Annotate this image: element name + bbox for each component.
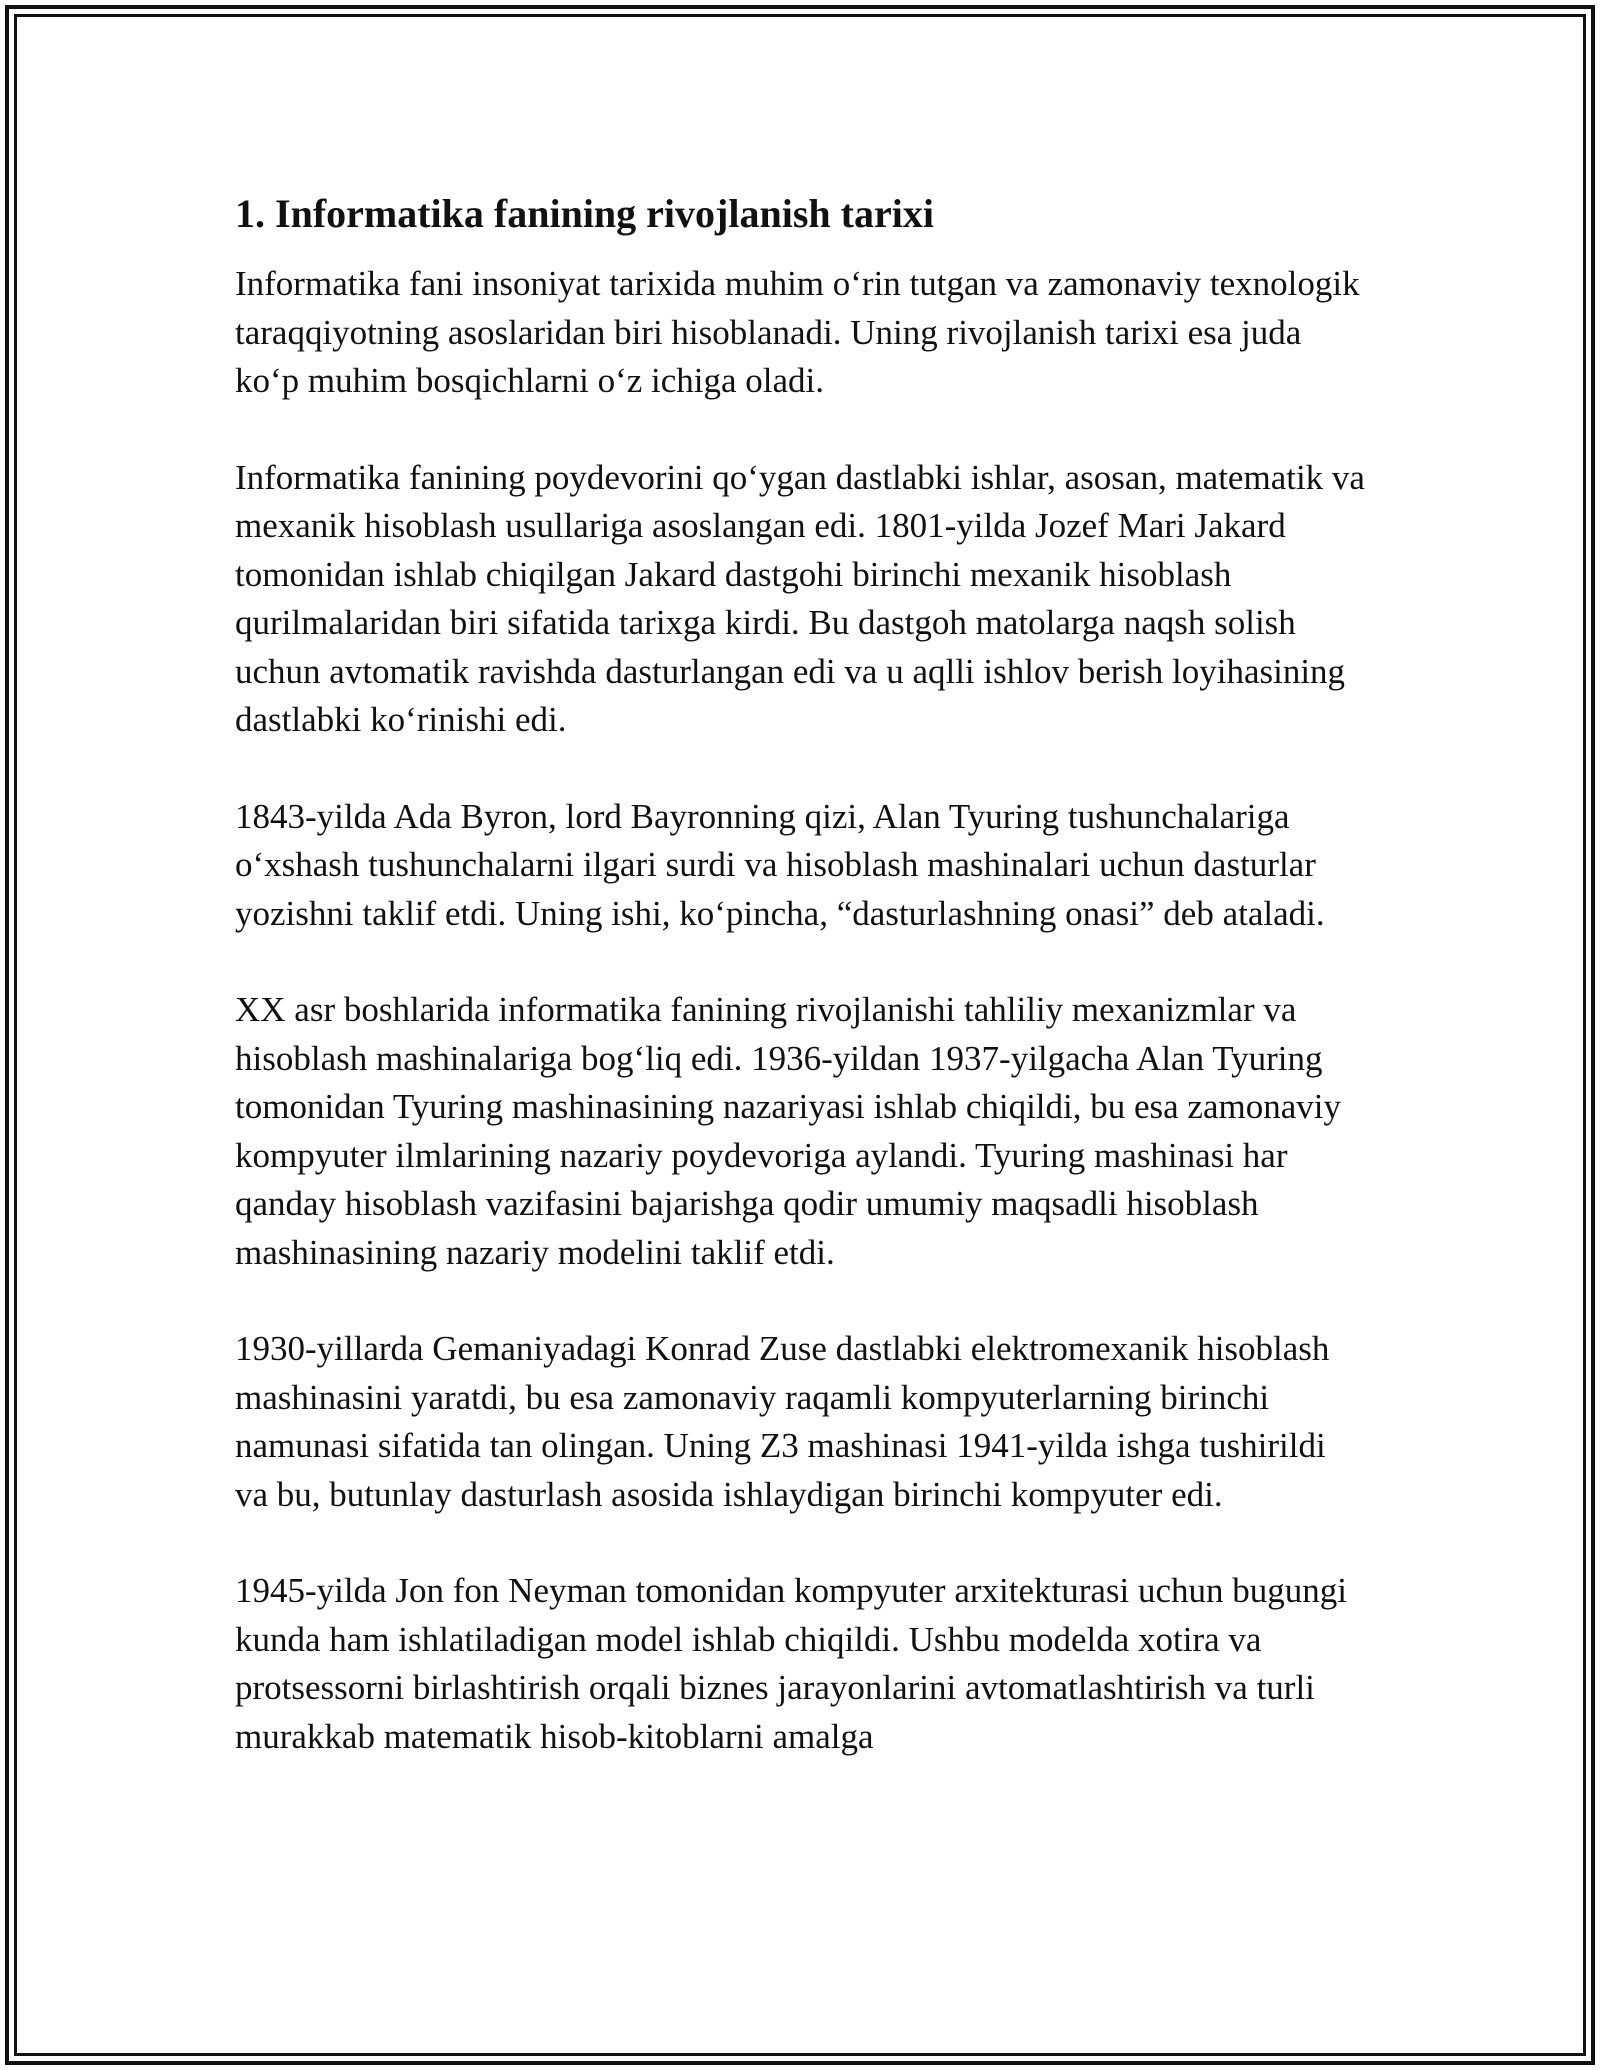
paragraph-ada-byron: 1843-yilda Ada Byron, lord Bayronning qizi, Alan Tyuring tushunchalariga o‘xshash tushunchalarni ilgari surdi va hisoblash mashinalari uchun dasturlar yozishni taklif etdi. Uning ishi, ko‘pincha, “dasturlashning onasi” deb ataladi. xyxy=(235,796,1325,933)
paragraph-turing: XX asr boshlarida informatika fanining rivojlanishi tahliliy mexanizmlar va hisoblash mashinalariga bog‘liq edi. 1936-yildan 1937-yilgacha Alan Tyuring tomonidan Tyuring mashinasining nazariyasi ishlab chiqildi, bu esa zamonaviy kompyuter ilmlarining nazariy poydevoriga aylandi. Tyuring mashinasi har qanday hisoblash vazifasini bajarishga qodir umumiy maqsadli hisoblash mashinasining nazariy modelini taklif etdi. xyxy=(235,990,1341,1272)
section-title: 1. Informatika fanining rivojlanish tarixi xyxy=(235,191,934,236)
paragraph-intro: Informatika fani insoniyat tarixida muhim o‘rin tutgan va zamonaviy texnologik taraqqiyotning asoslaridan biri hisoblanadi. Uning rivojlanish tarixi esa juda ko‘p muhim bosqichlarni o‘z ichiga oladi. xyxy=(235,264,1360,400)
paragraph-zuse: 1930-yillarda Gemaniyadagi Konrad Zuse dastlabki elektromexanik hisoblash mashinasini yaratdi, bu esa zamonaviy raqamli kompyuterlarning birinchi namunasi sifatida tan olingan. Uning Z3 mashinasi 1941-yilda ishga tushirildi va bu, butunlay dasturlash asosida ishlaydigan birinchi kompyuter edi. xyxy=(235,1329,1330,1514)
paragraph-von-neumann: 1945-yilda Jon fon Neyman tomonidan kompyuter arxitekturasi uchun bugungi kunda ham ishlatiladigan model ishlab chiqildi. Ushbu modelda xotira va protsessorni birlashtirish orqali biznes jarayonlarini avtomatlashtirish va turli murakkab matematik hisob-kitoblarni amalga xyxy=(235,1571,1348,1756)
paragraph-jacquard: Informatika fanining poydevorini qo‘ygan dastlabki ishlar, asosan, matematik va mexanik hisoblash usullariga asoslangan edi. 1801-yilda Jozef Mari Jakard tomonidan ishlab chiqilgan Jakard dastgohi birinchi mexanik hisoblash qurilmalaridan biri sifatida tarixga kirdi. Bu dastgoh matolarga naqsh solish uchun avtomatik ravishda dasturlangan edi va u aqlli ishlov berish loyihasining dastlabki ko‘rinishi edi. xyxy=(235,457,1365,739)
document-body xyxy=(235,190,1365,1809)
